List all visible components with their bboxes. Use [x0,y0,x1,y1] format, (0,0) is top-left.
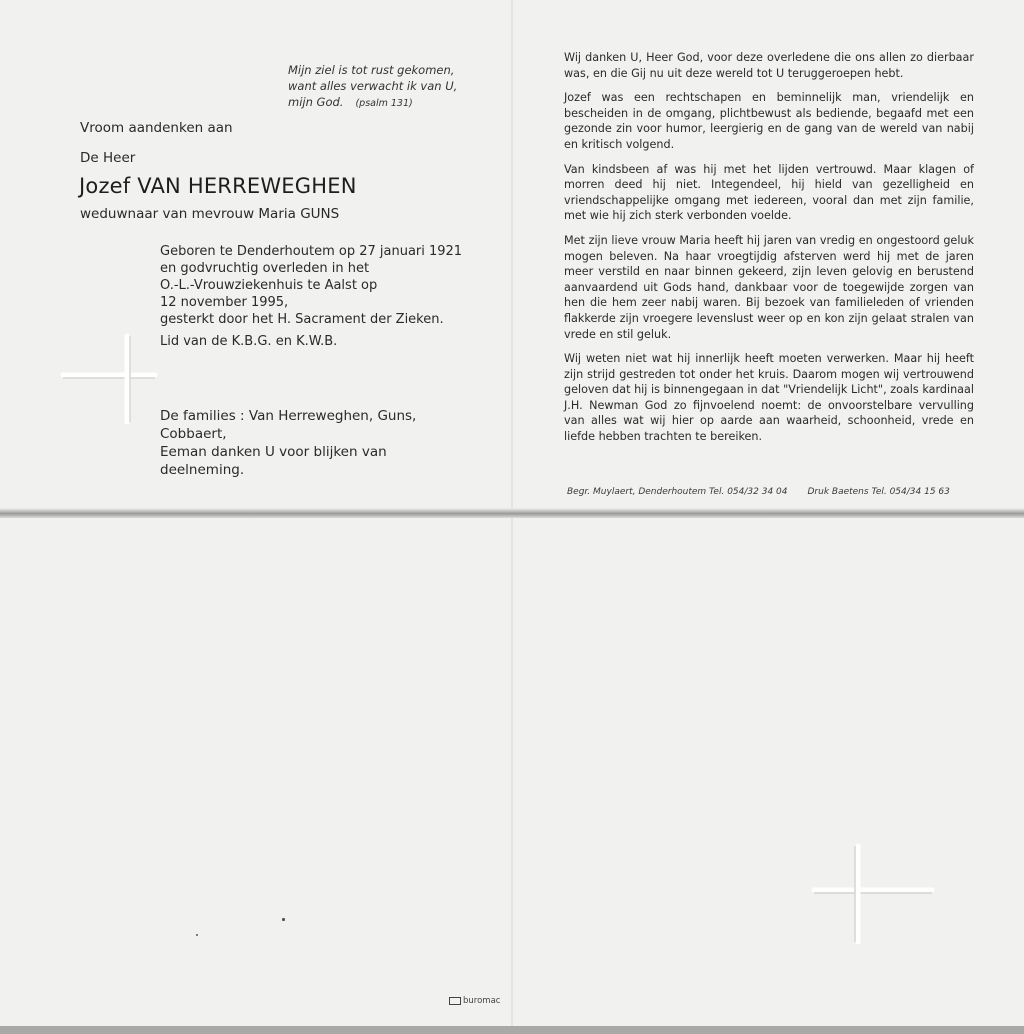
paragraph: Wij weten niet wat hij innerlijk heeft moeten verwerken. Maar hij heeft zijn strijd gestreden tot onder het kruis. Daarom mogen wij vertrouwend geloven dat hij is binnengegaan in dat "Vriendelijk Licht", zoals kardinaal J.H. Newman God zo fijnvoelend noemt: de onvoorstelbare vervulling van alles wat wij hier op aarde aan waarheid, schoonheid, vrede en liefde hebben trachten te bereiken. [564,352,974,444]
families-line: Eeman danken U voor blijken van deelneming. [160,444,387,478]
families-line: De families : Van Herreweghen, Guns, Cobbaert, [160,408,417,442]
psalm-reference: (psalm 131) [355,98,413,109]
families-thanks [160,407,470,479]
undertaker-credit: Begr. Muylaert, Denderhoutem Tel. 054/32 34 04 [567,487,788,497]
motto-line [288,94,468,112]
birth-line: 12 november 1995, [160,295,289,310]
birth-line: gesterkt door het H. Sacrament der Zieken. [160,312,444,327]
embossed-cross-icon [808,838,938,948]
motto-line: Mijn ziel is tot rust gekomen, [288,63,455,77]
paragraph: Wij danken U, Heer God, voor deze overledene die ons allen zo dierbaar was, en die Gij nu uit deze wereld tot U teruggeroepen hebt. [564,51,974,80]
printer-credit: Druk Baetens Tel. 054/34 15 63 [807,487,950,497]
birth-line: en godvruchtig overleden in het [160,261,370,276]
birth-line: Geboren te Denderhoutem op 27 januari 1921 [160,244,463,259]
brand-mark [449,996,500,1006]
psalm-motto [288,62,468,112]
paragraph: Jozef was een rechtschapen en beminnelijk man, vriendelijk en bescheiden in de omgang, plichtbewust als bediende, begaafd met een gezonde zin voor humor, leergierig en de gang van de wereld van nabij en kritisch volgend. [564,91,974,151]
paper-speck [196,934,198,936]
paper-speck [282,918,285,921]
membership-line: Lid van de K.B.G. en K.W.B. [160,334,338,349]
embossed-cross-icon [55,318,165,428]
honorific: De Heer [80,150,136,166]
intro-text: Vroom aandenken aan [80,120,233,136]
motto-line: want alles verwacht ik van U, [288,79,458,93]
birth-line: O.-L.-Vrouwziekenhuis te Aalst op [160,278,378,293]
paragraph: Van kindsbeen af was hij met het lijden vertrouwd. Maar klagen of morren deed hij niet. Integendeel, hij hield van gezelligheid en vriendschappelijke omgang met iedereen, vooral dan met zijn familie, met wie hij zich sterk verbonden voelde. [564,162,974,223]
widower-line: weduwnaar van mevrouw Maria GUNS [80,206,340,222]
birth-death-block [160,243,463,328]
colophon [567,487,987,497]
deceased-name: Jozef VAN HERREWEGHEN [79,174,357,198]
paragraph: Met zijn lieve vrouw Maria heeft hij jaren van vredig en ongestoord geluk mogen beleven. Na haar vroegtijdig afsterven werd hij met de jaren meer verstild en naar binnen gekeerd, zijn leven gelovig en berustend aanvaardend uit Gods hand, dankbaar voor de toegewijde zorgen van hen die hem zeer nabij waren. Bij bezoek van familieleden of vrienden flakkerde zijn vroegere levenslust weer op en kon zijn gelaat stralen van vrede en stil geluk. [564,233,974,341]
motto-line-text: mijn God. [288,95,344,109]
bottom-card-edge [0,1026,1024,1034]
reflection-text [564,50,974,454]
buromac-logo-icon [449,997,461,1005]
brand-name: buromac [463,996,501,1006]
horizontal-card-edge [0,508,1024,518]
